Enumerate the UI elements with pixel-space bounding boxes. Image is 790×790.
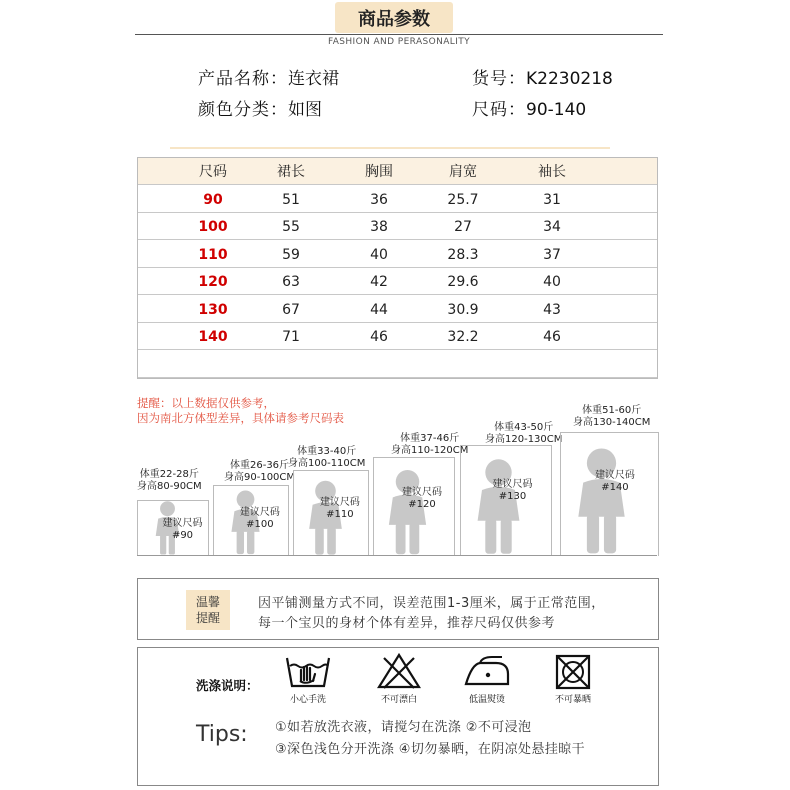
kid-size-frame <box>460 445 552 556</box>
table-header-row <box>138 158 657 185</box>
suggest-size <box>163 518 203 542</box>
child-silhouette-icon <box>471 457 526 556</box>
product-size-value: 90-140 <box>526 100 587 120</box>
warm-reminder-tag <box>186 590 230 630</box>
suggest-size-label: 建议尺码 <box>162 517 203 529</box>
kid-height: 身高130-140CM <box>573 417 651 428</box>
table-cell: 38 <box>370 219 388 235</box>
table-row <box>138 241 657 268</box>
tips-line-1: ①如若放洗衣液，请搅匀在洗涤 ②不可浸泡 <box>275 720 532 735</box>
table-header-cell: 肩宽 <box>449 164 477 180</box>
kid-size-frame <box>560 432 659 556</box>
table-row <box>138 213 657 240</box>
hand-wash-icon <box>284 654 332 690</box>
table-row <box>138 323 657 350</box>
kid-height: 身高80-90CM <box>137 481 202 492</box>
suggest-size-label: 建议尺码 <box>239 507 280 518</box>
wash-title: 洗涤说明： <box>196 678 259 693</box>
kid-height: 身高90-100CM <box>224 472 296 483</box>
kid-weight-height <box>288 446 365 470</box>
warm-tag-line-1: 温馨 <box>195 595 220 609</box>
low-iron-icon <box>462 654 512 690</box>
table-cell: 27 <box>454 219 472 235</box>
kid-weight: 体重33-40斤 <box>297 446 357 457</box>
child-silhouette-icon <box>571 446 632 556</box>
kid-size-frame <box>293 470 369 556</box>
table-cell: 120 <box>198 274 228 290</box>
table-cell: 42 <box>370 274 388 290</box>
table-cell: 110 <box>198 246 228 263</box>
table-cell: 37 <box>543 246 561 263</box>
low-iron-label: 低温熨烫 <box>468 695 505 705</box>
page-subtitle: FASHION AND PERASONALITY <box>327 37 471 47</box>
product-name-label: 产品名称： <box>198 69 288 89</box>
product-sku <box>472 64 613 89</box>
table-cell: 43 <box>543 301 561 318</box>
suggest-size <box>402 487 442 511</box>
table-cell: 34 <box>543 219 561 235</box>
reminder-line-1: 提醒：以上数据仅供参考， <box>137 396 275 410</box>
suggest-size-value: #110 <box>326 508 354 520</box>
reminder-line-2: 因为南北方体型差异，具体请参考尺码表 <box>137 411 344 425</box>
suggest-size <box>595 470 635 494</box>
suggest-size-label: 建议尺码 <box>492 479 533 490</box>
table-row <box>138 186 657 213</box>
kid-size-frame <box>137 500 209 556</box>
page-title: 商品参数 <box>335 2 453 33</box>
table-cell: 46 <box>543 329 561 345</box>
tips-title: Tips: <box>196 722 248 747</box>
no-bleach-icon <box>376 652 422 690</box>
table-cell: 100 <box>198 219 228 235</box>
kids-chart-baseline <box>137 555 657 556</box>
product-color-label: 颜色分类： <box>198 100 288 120</box>
table-cell: 28.3 <box>447 246 479 263</box>
table-header-cell: 胸围 <box>365 164 393 180</box>
kid-height: 身高110-120CM <box>391 445 469 456</box>
size-table <box>137 157 658 379</box>
table-cell: 32.2 <box>447 329 479 345</box>
no-sun-dry-icon <box>553 652 593 690</box>
table-cell: 130 <box>198 301 228 318</box>
table-cell: 30.9 <box>447 301 479 318</box>
kid-weight-height <box>224 460 295 484</box>
kid-weight-height <box>137 469 202 493</box>
table-header-cell: 裙长 <box>277 164 305 180</box>
suggest-size-label: 建议尺码 <box>402 487 442 499</box>
table-cell: 36 <box>370 191 388 208</box>
product-color <box>198 95 322 120</box>
kid-weight-height <box>391 433 468 457</box>
hand-wash-label: 小心手洗 <box>289 695 326 705</box>
kid-height: 身高100-110CM <box>288 458 366 469</box>
kid-weight: 体重26-36斤 <box>229 460 290 471</box>
no-sun-dry-label: 不可暴晒 <box>554 695 591 705</box>
table-cell: 31 <box>543 191 561 208</box>
warm-text-line-1: 因平铺测量方式不同，误差范围1-3厘米，属于正常范围， <box>258 596 605 611</box>
suggest-size-label: 建议尺码 <box>594 469 635 481</box>
product-name <box>198 64 339 89</box>
table-cell: 67 <box>282 301 300 318</box>
header-divider <box>135 34 663 35</box>
kid-weight: 体重22-28斤 <box>139 469 199 480</box>
suggest-size <box>493 479 533 503</box>
table-cell: 63 <box>282 274 300 290</box>
table-header-cell: 袖长 <box>538 164 566 180</box>
no-bleach-label: 不可漂白 <box>380 695 417 705</box>
table-row <box>138 351 657 378</box>
suggest-size-value: #90 <box>171 529 194 541</box>
child-silhouette-icon <box>383 468 432 556</box>
table-cell: 40 <box>543 274 561 290</box>
table-header-cell: 尺码 <box>199 164 227 180</box>
product-sku-label: 货号： <box>472 69 526 89</box>
suggest-size-label: 建议尺码 <box>319 496 360 508</box>
product-size-range <box>472 95 586 120</box>
kid-weight: 体重37-46斤 <box>400 433 460 444</box>
kid-weight: 体重43-50斤 <box>494 422 554 433</box>
table-cell: 55 <box>282 219 300 235</box>
product-sku-value: K2230218 <box>526 69 613 89</box>
table-row <box>138 296 657 323</box>
suggest-size-value: #140 <box>601 481 629 493</box>
suggest-size-value: #100 <box>246 519 274 530</box>
suggest-size-value: #120 <box>408 499 436 511</box>
product-name-value: 连衣裙 <box>288 69 339 89</box>
warm-tag-line-2: 提醒 <box>195 611 220 625</box>
table-cell: 51 <box>282 191 300 208</box>
table-cell: 25.7 <box>447 191 479 208</box>
table-cell: 46 <box>370 329 388 345</box>
suggest-size <box>240 507 280 531</box>
table-cell: 90 <box>203 191 223 208</box>
kid-height: 身高120-130CM <box>485 434 563 445</box>
kid-size-frame <box>213 485 289 556</box>
tips-line-2: ③深色浅色分开洗涤 ④切勿暴晒，在阴凉处悬挂晾干 <box>275 742 586 757</box>
info-divider <box>170 147 610 149</box>
suggest-size <box>320 497 360 521</box>
table-cell: 29.6 <box>447 274 479 290</box>
kid-weight: 体重51-60斤 <box>582 405 642 416</box>
warm-text-line-2: 每一个宝贝的身材个体有差异，推荐尺码仅供参考 <box>258 616 556 631</box>
product-color-value: 如图 <box>288 100 322 120</box>
table-cell: 44 <box>370 301 388 318</box>
kid-size-frame <box>373 457 455 556</box>
table-cell: 140 <box>198 329 228 345</box>
table-cell: 40 <box>370 246 388 263</box>
product-size-label: 尺码： <box>472 100 526 120</box>
kid-weight-height <box>485 422 562 446</box>
table-row <box>138 268 657 295</box>
kid-weight-height <box>573 405 650 429</box>
suggest-size-value: #130 <box>498 491 527 502</box>
table-cell: 71 <box>282 329 300 345</box>
table-cell: 59 <box>282 246 300 263</box>
